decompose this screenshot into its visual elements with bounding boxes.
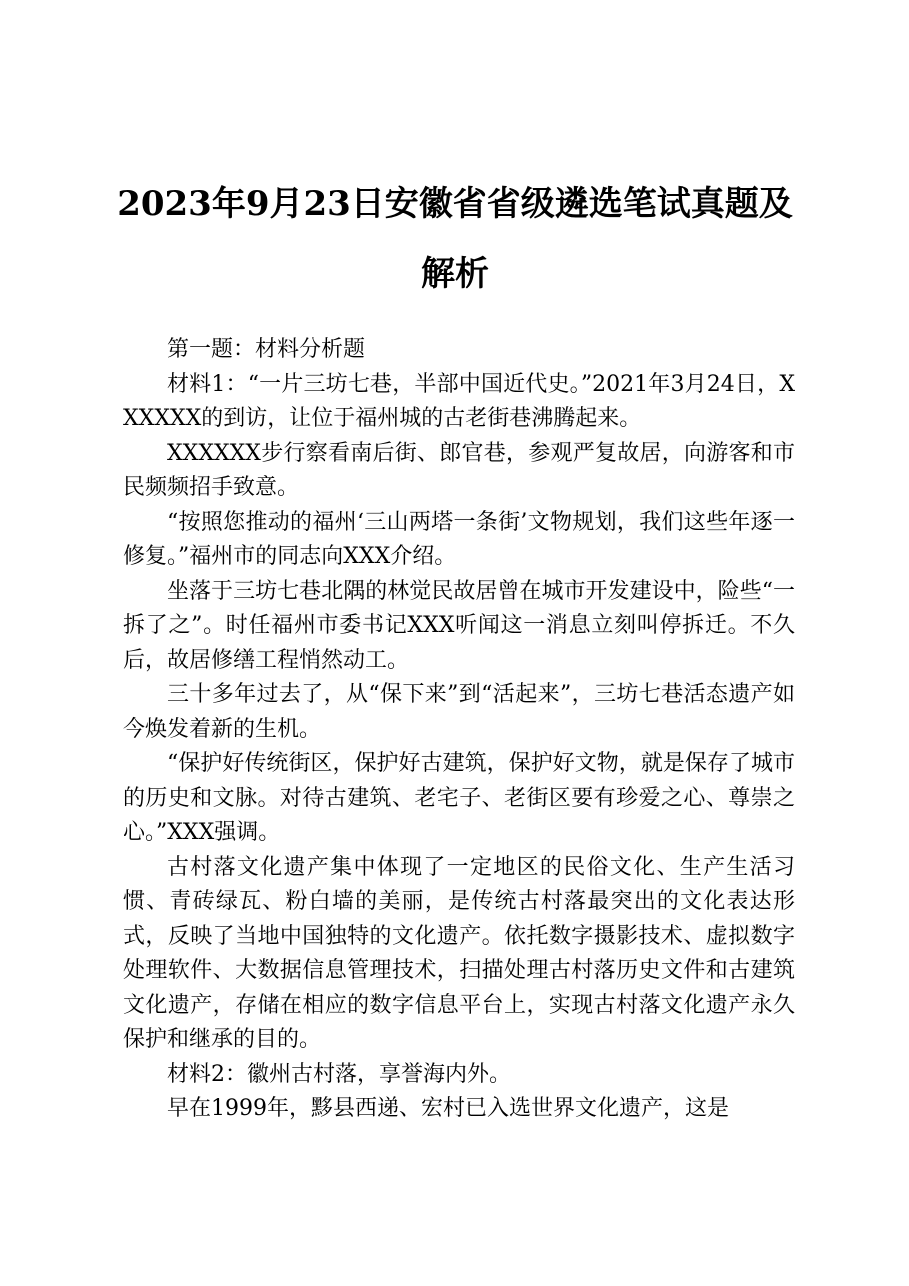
paragraph: 材料2：徽州古村落，享誉海内外。 (167, 1061, 511, 1087)
paragraph: 三十多年过去了，从“保下来”到“活起来”，三坊七巷活态遗产如今焕发着新的生机。 (123, 682, 795, 742)
document-body (123, 333, 795, 1127)
paragraph: “按照您推动的福州‘三山两塔一条街’文物规划，我们这些年逐一修复。”福州市的同志向XXX介绍。 (123, 509, 795, 569)
paragraph: XXXXXX步行察看南后街、郎官巷，参观严复故居，向游客和市民频频招手致意。 (123, 440, 795, 500)
document-title-line-2: 解析 (421, 254, 489, 294)
paragraph: 材料1：“一片三坊七巷，半部中国近代史。”2021年3月24日，XXXXXX的到访，让位于福州城的古老街巷沸腾起来。 (123, 371, 795, 431)
document-title-line-1: 2023年9月23日安徽省省级遴选笔试真题及 (117, 184, 793, 224)
section-heading: 第一题：材料分析题 (167, 337, 366, 362)
paragraph: 古村落文化遗产集中体现了一定地区的民俗文化、生产生活习惯、青砖绿瓦、粉白墙的美丽，是传统古村落最突出的文化表达形式，反映了当地中国独特的文化遗产。依托数字摄影技术、虚拟数字处理软件、大数据信息管理技术，扫描处理古村落历史文件和古建筑文化遗产，存储在相应的数字信息平台上，实现古村落文化遗产永久保护和继承的目的。 (123, 854, 795, 1052)
paragraph: 坐落于三坊七巷北隅的林觉民故居曾在城市开发建设中，险些“一拆了之”。时任福州市委书记XXX听闻这一消息立刻叫停拆迁。不久后，故居修缮工程悄然动工。 (123, 578, 795, 673)
paragraph: “保护好传统街区，保护好古建筑，保护好文物，就是保存了城市的历史和文脉。对待古建筑、老宅子、老街区要有珍爱之心、尊崇之心。”XXX强调。 (123, 751, 795, 845)
paragraph: 早在1999年，黟县西递、宏村已入选世界文化遗产，这是 (167, 1096, 729, 1121)
